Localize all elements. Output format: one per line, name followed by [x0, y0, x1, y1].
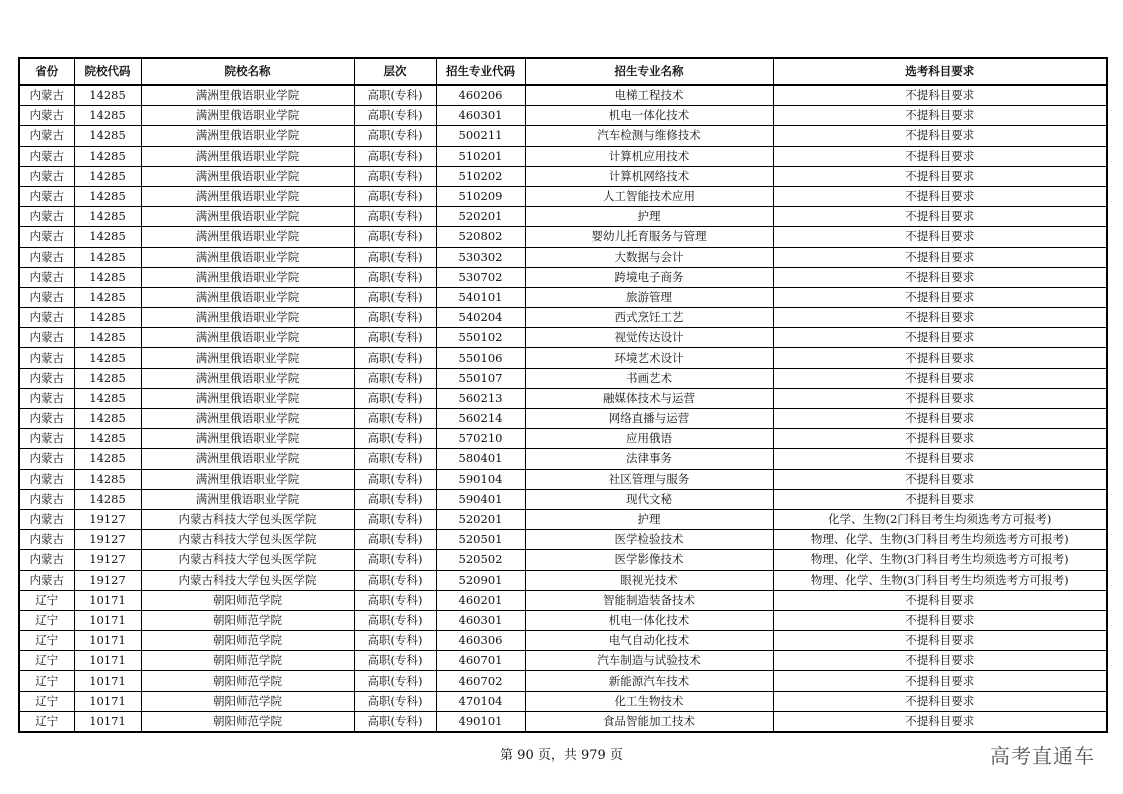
- cell-subject-requirement: 物理、化学、生物(3门科目考生均须选考方可报考): [773, 570, 1107, 590]
- cell-level: 高职(专科): [354, 409, 436, 429]
- cell-subject-requirement: 不提科目要求: [773, 126, 1107, 146]
- cell-major-name: 电梯工程技术: [525, 85, 773, 106]
- cell-level: 高职(专科): [354, 489, 436, 509]
- cell-major-code: 520501: [436, 530, 525, 550]
- cell-subject-requirement: 不提科目要求: [773, 691, 1107, 711]
- cell-level: 高职(专科): [354, 186, 436, 206]
- cell-major-code: 500211: [436, 126, 525, 146]
- cell-major-name: 社区管理与服务: [525, 469, 773, 489]
- header-subject-requirement: 选考科目要求: [773, 58, 1107, 85]
- cell-level: 高职(专科): [354, 146, 436, 166]
- cell-level: 高职(专科): [354, 509, 436, 529]
- cell-school-code: 14285: [74, 409, 141, 429]
- table-row: [19, 126, 1107, 146]
- table-row: [19, 106, 1107, 126]
- cell-school-code: 10171: [74, 711, 141, 732]
- cell-subject-requirement: 不提科目要求: [773, 449, 1107, 469]
- cell-school-name: 朝阳师范学院: [141, 651, 354, 671]
- cell-school-code: 14285: [74, 469, 141, 489]
- cell-major-code: 510201: [436, 146, 525, 166]
- cell-major-name: 医学检验技术: [525, 530, 773, 550]
- table-row: [19, 186, 1107, 206]
- cell-major-name: 护理: [525, 207, 773, 227]
- cell-level: 高职(专科): [354, 610, 436, 630]
- cell-major-name: 视觉传达设计: [525, 328, 773, 348]
- cell-major-code: 460306: [436, 631, 525, 651]
- cell-province: 内蒙古: [19, 469, 74, 489]
- cell-level: 高职(专科): [354, 469, 436, 489]
- cell-province: 内蒙古: [19, 186, 74, 206]
- cell-school-code: 10171: [74, 631, 141, 651]
- table-row: [19, 368, 1107, 388]
- cell-province: 内蒙古: [19, 308, 74, 328]
- cell-major-name: 大数据与会计: [525, 247, 773, 267]
- cell-school-name: 满洲里俄语职业学院: [141, 85, 354, 106]
- cell-school-code: 14285: [74, 429, 141, 449]
- table-row: [19, 590, 1107, 610]
- cell-school-name: 满洲里俄语职业学院: [141, 106, 354, 126]
- cell-major-code: 520201: [436, 509, 525, 529]
- table-body: [19, 85, 1107, 732]
- cell-school-name: 朝阳师范学院: [141, 691, 354, 711]
- table-row: [19, 388, 1107, 408]
- cell-subject-requirement: 不提科目要求: [773, 85, 1107, 106]
- cell-province: 内蒙古: [19, 348, 74, 368]
- cell-major-name: 智能制造装备技术: [525, 590, 773, 610]
- cell-major-name: 婴幼儿托育服务与管理: [525, 227, 773, 247]
- cell-school-code: 19127: [74, 530, 141, 550]
- cell-major-code: 460206: [436, 85, 525, 106]
- cell-school-name: 满洲里俄语职业学院: [141, 186, 354, 206]
- cell-level: 高职(专科): [354, 711, 436, 732]
- header-province: 省份: [19, 58, 74, 85]
- cell-school-name: 满洲里俄语职业学院: [141, 388, 354, 408]
- cell-major-code: 490101: [436, 711, 525, 732]
- cell-school-name: 满洲里俄语职业学院: [141, 348, 354, 368]
- cell-school-name: 满洲里俄语职业学院: [141, 489, 354, 509]
- cell-major-code: 550102: [436, 328, 525, 348]
- cell-school-code: 14285: [74, 227, 141, 247]
- cell-province: 辽宁: [19, 671, 74, 691]
- cell-province: 内蒙古: [19, 287, 74, 307]
- cell-school-name: 内蒙古科技大学包头医学院: [141, 509, 354, 529]
- cell-school-name: 满洲里俄语职业学院: [141, 449, 354, 469]
- cell-major-name: 旅游管理: [525, 287, 773, 307]
- cell-province: 内蒙古: [19, 388, 74, 408]
- cell-subject-requirement: 不提科目要求: [773, 247, 1107, 267]
- cell-major-name: 护理: [525, 509, 773, 529]
- table-row: [19, 530, 1107, 550]
- cell-subject-requirement: 不提科目要求: [773, 610, 1107, 630]
- cell-major-name: 书画艺术: [525, 368, 773, 388]
- cell-major-name: 应用俄语: [525, 429, 773, 449]
- cell-province: 内蒙古: [19, 247, 74, 267]
- cell-major-name: 人工智能技术应用: [525, 186, 773, 206]
- cell-level: 高职(专科): [354, 308, 436, 328]
- cell-major-code: 460702: [436, 671, 525, 691]
- cell-province: 内蒙古: [19, 207, 74, 227]
- cell-subject-requirement: 不提科目要求: [773, 207, 1107, 227]
- cell-major-name: 西式烹饪工艺: [525, 308, 773, 328]
- header-row: [19, 58, 1107, 85]
- table-row: [19, 671, 1107, 691]
- cell-school-code: 10171: [74, 691, 141, 711]
- cell-subject-requirement: 物理、化学、生物(3门科目考生均须选考方可报考): [773, 550, 1107, 570]
- cell-major-name: 法律事务: [525, 449, 773, 469]
- cell-major-code: 550106: [436, 348, 525, 368]
- cell-school-name: 满洲里俄语职业学院: [141, 207, 354, 227]
- cell-school-name: 满洲里俄语职业学院: [141, 409, 354, 429]
- cell-school-name: 满洲里俄语职业学院: [141, 227, 354, 247]
- cell-major-name: 机电一体化技术: [525, 610, 773, 630]
- cell-major-code: 460301: [436, 610, 525, 630]
- cell-major-name: 眼视光技术: [525, 570, 773, 590]
- cell-province: 内蒙古: [19, 328, 74, 348]
- cell-subject-requirement: 不提科目要求: [773, 590, 1107, 610]
- cell-level: 高职(专科): [354, 590, 436, 610]
- table-row: [19, 469, 1107, 489]
- cell-major-name: 机电一体化技术: [525, 106, 773, 126]
- cell-major-name: 跨境电子商务: [525, 267, 773, 287]
- cell-level: 高职(专科): [354, 388, 436, 408]
- cell-level: 高职(专科): [354, 631, 436, 651]
- cell-school-code: 10171: [74, 671, 141, 691]
- cell-school-name: 满洲里俄语职业学院: [141, 267, 354, 287]
- cell-level: 高职(专科): [354, 267, 436, 287]
- cell-school-code: 14285: [74, 146, 141, 166]
- cell-province: 内蒙古: [19, 449, 74, 469]
- cell-school-name: 满洲里俄语职业学院: [141, 247, 354, 267]
- cell-school-code: 14285: [74, 348, 141, 368]
- table-row: [19, 308, 1107, 328]
- cell-subject-requirement: 不提科目要求: [773, 631, 1107, 651]
- cell-major-code: 550107: [436, 368, 525, 388]
- cell-school-code: 14285: [74, 368, 141, 388]
- cell-school-code: 14285: [74, 287, 141, 307]
- table-row: [19, 610, 1107, 630]
- table-row: [19, 227, 1107, 247]
- cell-school-code: 14285: [74, 308, 141, 328]
- header-school-name: 院校名称: [141, 58, 354, 85]
- table-row: [19, 631, 1107, 651]
- cell-province: 内蒙古: [19, 570, 74, 590]
- cell-major-code: 580401: [436, 449, 525, 469]
- cell-level: 高职(专科): [354, 671, 436, 691]
- cell-major-code: 520901: [436, 570, 525, 590]
- cell-school-code: 14285: [74, 388, 141, 408]
- cell-major-code: 460201: [436, 590, 525, 610]
- cell-subject-requirement: 不提科目要求: [773, 308, 1107, 328]
- cell-province: 内蒙古: [19, 509, 74, 529]
- cell-subject-requirement: 不提科目要求: [773, 651, 1107, 671]
- cell-level: 高职(专科): [354, 247, 436, 267]
- table-row: [19, 348, 1107, 368]
- cell-school-name: 满洲里俄语职业学院: [141, 126, 354, 146]
- table-row: [19, 691, 1107, 711]
- cell-major-code: 530302: [436, 247, 525, 267]
- cell-subject-requirement: 不提科目要求: [773, 227, 1107, 247]
- cell-subject-requirement: 不提科目要求: [773, 388, 1107, 408]
- header-school-code: 院校代码: [74, 58, 141, 85]
- table-row: [19, 409, 1107, 429]
- cell-major-name: 计算机应用技术: [525, 146, 773, 166]
- cell-school-name: 满洲里俄语职业学院: [141, 429, 354, 449]
- table-row: [19, 267, 1107, 287]
- cell-major-code: 590104: [436, 469, 525, 489]
- cell-subject-requirement: 不提科目要求: [773, 267, 1107, 287]
- cell-major-name: 汽车检测与维修技术: [525, 126, 773, 146]
- cell-school-code: 19127: [74, 550, 141, 570]
- cell-province: 辽宁: [19, 631, 74, 651]
- cell-major-name: 融媒体技术与运营: [525, 388, 773, 408]
- cell-school-code: 14285: [74, 186, 141, 206]
- cell-major-code: 570210: [436, 429, 525, 449]
- cell-major-code: 510209: [436, 186, 525, 206]
- cell-subject-requirement: 不提科目要求: [773, 328, 1107, 348]
- table-row: [19, 711, 1107, 732]
- cell-major-name: 新能源汽车技术: [525, 671, 773, 691]
- cell-major-code: 560214: [436, 409, 525, 429]
- cell-level: 高职(专科): [354, 530, 436, 550]
- cell-major-name: 电气自动化技术: [525, 631, 773, 651]
- cell-school-name: 朝阳师范学院: [141, 590, 354, 610]
- table-row: [19, 550, 1107, 570]
- cell-province: 辽宁: [19, 711, 74, 732]
- table-row: [19, 247, 1107, 267]
- cell-school-code: 14285: [74, 449, 141, 469]
- header-major-code: 招生专业代码: [436, 58, 525, 85]
- cell-major-code: 540204: [436, 308, 525, 328]
- cell-school-name: 内蒙古科技大学包头医学院: [141, 550, 354, 570]
- cell-level: 高职(专科): [354, 207, 436, 227]
- cell-major-code: 520802: [436, 227, 525, 247]
- cell-school-name: 内蒙古科技大学包头医学院: [141, 530, 354, 550]
- cell-province: 辽宁: [19, 691, 74, 711]
- cell-school-name: 满洲里俄语职业学院: [141, 146, 354, 166]
- cell-province: 内蒙古: [19, 166, 74, 186]
- table-row: [19, 166, 1107, 186]
- cell-school-code: 14285: [74, 166, 141, 186]
- cell-level: 高职(专科): [354, 348, 436, 368]
- cell-subject-requirement: 物理、化学、生物(3门科目考生均须选考方可报考): [773, 530, 1107, 550]
- cell-school-name: 满洲里俄语职业学院: [141, 328, 354, 348]
- table-row: [19, 85, 1107, 106]
- cell-subject-requirement: 不提科目要求: [773, 429, 1107, 449]
- cell-subject-requirement: 不提科目要求: [773, 671, 1107, 691]
- cell-major-code: 520201: [436, 207, 525, 227]
- cell-province: 内蒙古: [19, 409, 74, 429]
- cell-level: 高职(专科): [354, 328, 436, 348]
- cell-subject-requirement: 不提科目要求: [773, 106, 1107, 126]
- cell-province: 内蒙古: [19, 489, 74, 509]
- cell-province: 内蒙古: [19, 267, 74, 287]
- cell-school-name: 满洲里俄语职业学院: [141, 287, 354, 307]
- cell-major-name: 计算机网络技术: [525, 166, 773, 186]
- cell-level: 高职(专科): [354, 550, 436, 570]
- table-row: [19, 328, 1107, 348]
- cell-school-code: 19127: [74, 570, 141, 590]
- cell-province: 内蒙古: [19, 368, 74, 388]
- cell-subject-requirement: 不提科目要求: [773, 186, 1107, 206]
- cell-school-code: 14285: [74, 247, 141, 267]
- cell-level: 高职(专科): [354, 106, 436, 126]
- cell-level: 高职(专科): [354, 126, 436, 146]
- cell-major-name: 汽车制造与试验技术: [525, 651, 773, 671]
- cell-major-name: 环境艺术设计: [525, 348, 773, 368]
- cell-subject-requirement: 不提科目要求: [773, 409, 1107, 429]
- cell-province: 内蒙古: [19, 85, 74, 106]
- cell-subject-requirement: 不提科目要求: [773, 166, 1107, 186]
- table-row: [19, 207, 1107, 227]
- cell-school-code: 14285: [74, 489, 141, 509]
- cell-province: 内蒙古: [19, 550, 74, 570]
- cell-province: 内蒙古: [19, 106, 74, 126]
- cell-major-code: 590401: [436, 489, 525, 509]
- cell-school-name: 满洲里俄语职业学院: [141, 368, 354, 388]
- cell-school-name: 满洲里俄语职业学院: [141, 308, 354, 328]
- page-number: 第 90 页，共 979 页: [500, 748, 623, 763]
- cell-school-code: 10171: [74, 651, 141, 671]
- cell-province: 辽宁: [19, 610, 74, 630]
- table-row: [19, 489, 1107, 509]
- cell-major-code: 510202: [436, 166, 525, 186]
- cell-school-code: 10171: [74, 590, 141, 610]
- cell-province: 内蒙古: [19, 429, 74, 449]
- header-major-name: 招生专业名称: [525, 58, 773, 85]
- cell-province: 辽宁: [19, 651, 74, 671]
- cell-subject-requirement: 不提科目要求: [773, 146, 1107, 166]
- cell-level: 高职(专科): [354, 691, 436, 711]
- cell-subject-requirement: 不提科目要求: [773, 348, 1107, 368]
- table-row: [19, 509, 1107, 529]
- cell-subject-requirement: 不提科目要求: [773, 287, 1107, 307]
- table-row: [19, 449, 1107, 469]
- cell-school-name: 内蒙古科技大学包头医学院: [141, 570, 354, 590]
- cell-level: 高职(专科): [354, 651, 436, 671]
- cell-major-code: 470104: [436, 691, 525, 711]
- header-level: 层次: [354, 58, 436, 85]
- cell-level: 高职(专科): [354, 287, 436, 307]
- cell-province: 内蒙古: [19, 146, 74, 166]
- cell-school-code: 14285: [74, 328, 141, 348]
- cell-major-code: 540101: [436, 287, 525, 307]
- cell-school-name: 满洲里俄语职业学院: [141, 469, 354, 489]
- cell-major-code: 460301: [436, 106, 525, 126]
- cell-province: 内蒙古: [19, 530, 74, 550]
- cell-school-name: 朝阳师范学院: [141, 610, 354, 630]
- cell-major-name: 现代文秘: [525, 489, 773, 509]
- cell-level: 高职(专科): [354, 227, 436, 247]
- cell-level: 高职(专科): [354, 570, 436, 590]
- cell-school-name: 朝阳师范学院: [141, 711, 354, 732]
- cell-province: 内蒙古: [19, 227, 74, 247]
- cell-school-code: 14285: [74, 207, 141, 227]
- cell-major-code: 560213: [436, 388, 525, 408]
- cell-major-code: 520502: [436, 550, 525, 570]
- table-row: [19, 651, 1107, 671]
- cell-major-code: 530702: [436, 267, 525, 287]
- cell-major-name: 网络直播与运营: [525, 409, 773, 429]
- table-row: [19, 429, 1107, 449]
- admission-table-wrapper: [18, 57, 1106, 733]
- cell-school-code: 19127: [74, 509, 141, 529]
- cell-school-name: 朝阳师范学院: [141, 671, 354, 691]
- cell-subject-requirement: 不提科目要求: [773, 489, 1107, 509]
- cell-school-code: 14285: [74, 267, 141, 287]
- cell-level: 高职(专科): [354, 429, 436, 449]
- cell-subject-requirement: 化学、生物(2门科目考生均须选考方可报考): [773, 509, 1107, 529]
- cell-province: 辽宁: [19, 590, 74, 610]
- cell-major-name: 医学影像技术: [525, 550, 773, 570]
- cell-province: 内蒙古: [19, 126, 74, 146]
- cell-major-name: 食品智能加工技术: [525, 711, 773, 732]
- table-row: [19, 287, 1107, 307]
- cell-level: 高职(专科): [354, 166, 436, 186]
- cell-school-name: 满洲里俄语职业学院: [141, 166, 354, 186]
- cell-subject-requirement: 不提科目要求: [773, 368, 1107, 388]
- cell-school-code: 14285: [74, 85, 141, 106]
- cell-school-code: 14285: [74, 126, 141, 146]
- cell-subject-requirement: 不提科目要求: [773, 469, 1107, 489]
- cell-major-code: 460701: [436, 651, 525, 671]
- cell-subject-requirement: 不提科目要求: [773, 711, 1107, 732]
- table-row: [19, 146, 1107, 166]
- cell-school-code: 10171: [74, 610, 141, 630]
- cell-level: 高职(专科): [354, 85, 436, 106]
- cell-major-name: 化工生物技术: [525, 691, 773, 711]
- table-row: [19, 570, 1107, 590]
- cell-school-code: 14285: [74, 106, 141, 126]
- cell-level: 高职(专科): [354, 449, 436, 469]
- cell-school-name: 朝阳师范学院: [141, 631, 354, 651]
- watermark-logo: 高考直通车: [990, 744, 1095, 768]
- cell-level: 高职(专科): [354, 368, 436, 388]
- admission-table: [18, 57, 1108, 733]
